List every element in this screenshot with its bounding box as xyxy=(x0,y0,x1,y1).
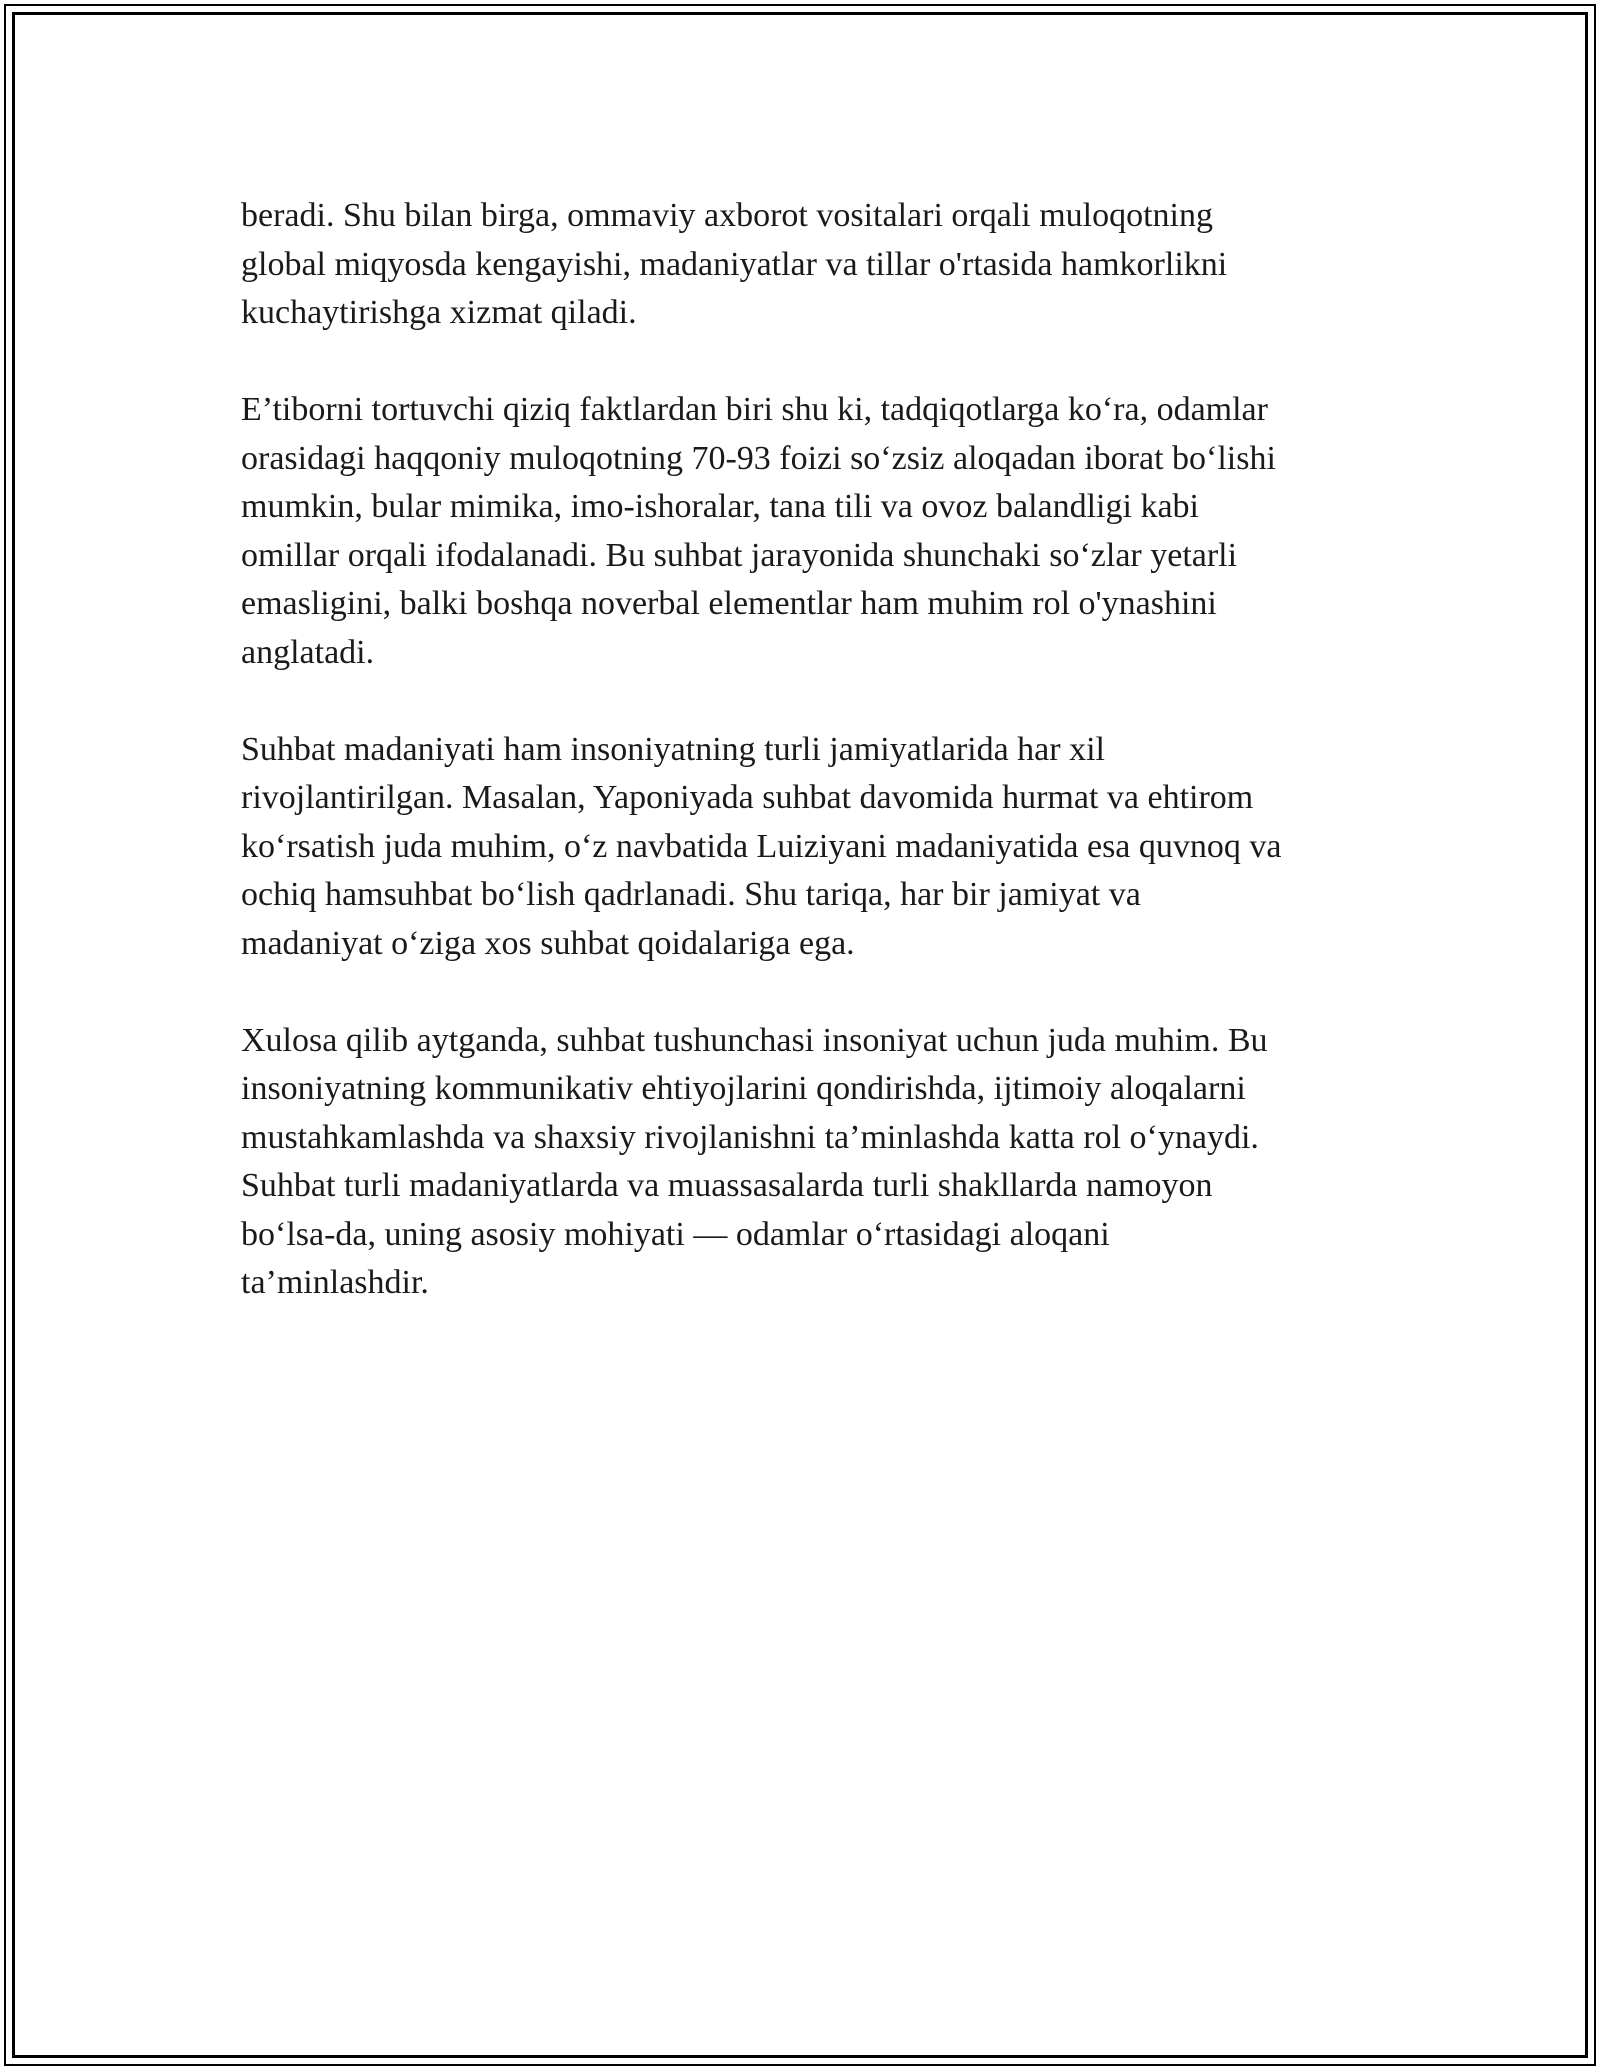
paragraph-line: emasligini, balki boshqa noverbal elementlar ham muhim rol o'ynashini xyxy=(241,585,1217,622)
paragraph-line: ochiq hamsuhbat boʻlish qadrlanadi. Shu tariqa, har bir jamiyat va xyxy=(241,876,1141,913)
paragraph-line: ta’minlashdir. xyxy=(241,1264,429,1301)
paragraph-line: insoniyatning kommunikativ ehtiyojlarini qondirishda, ijtimoiy aloqalarni xyxy=(241,1070,1246,1107)
paragraph-line: rivojlantirilgan. Masalan, Yaponiyada suhbat davomida hurmat va ehtirom xyxy=(241,779,1254,816)
paragraph-2 xyxy=(241,386,1381,677)
paragraph-line: boʻlsa-da, uning asosiy mohiyati — odamlar oʻrtasidagi aloqani xyxy=(241,1215,1110,1253)
paragraph-line: Suhbat turli madaniyatlarda va muassasalarda turli shakllarda namoyon xyxy=(241,1167,1213,1204)
paragraph-3 xyxy=(241,726,1381,969)
paragraph-1 xyxy=(241,192,1381,338)
page-frame xyxy=(4,4,1596,2066)
document-body xyxy=(241,192,1381,1356)
paragraph-line: koʻrsatish juda muhim, oʻz navbatida Luiziyani madaniyatida esa quvnoq va xyxy=(241,827,1282,865)
paragraph-line: orasidagi haqqoniy muloqotning 70-93 foizi soʻzsiz aloqadan iborat boʻlishi xyxy=(241,439,1276,477)
paragraph-line: madaniyat oʻziga xos suhbat qoidalariga ega. xyxy=(241,924,855,962)
paragraph-line: kuchaytirishga xizmat qiladi. xyxy=(241,294,637,331)
paragraph-line: Xulosa qilib aytganda, suhbat tushunchasi insoniyat uchun juda muhim. Bu xyxy=(241,1021,1268,1059)
paragraph-line: Suhbat madaniyati ham insoniyatning turli jamiyatlarida har xil xyxy=(241,730,1105,768)
paragraph-line: beradi. Shu bilan birga, ommaviy axborot vositalari orqali muloqotning xyxy=(241,197,1213,234)
paragraph-4 xyxy=(241,1017,1381,1308)
paragraph-line: omillar orqali ifodalanadi. Bu suhbat jarayonida shunchaki soʻzlar yetarli xyxy=(241,536,1238,574)
paragraph-line: mumkin, bular mimika, imo-ishoralar, tana tili va ovoz balandligi kabi xyxy=(241,488,1199,525)
paragraph-line: global miqyosda kengayishi, madaniyatlar va tillar o'rtasida hamkorlikni xyxy=(241,245,1228,283)
paragraph-line: anglatadi. xyxy=(241,633,375,671)
paragraph-line: mustahkamlashda va shaxsiy rivojlanishni ta’minlashda katta rol oʻynaydi. xyxy=(241,1118,1259,1156)
paragraph-line: E’tiborni tortuvchi qiziq faktlardan biri shu ki, tadqiqotlarga koʻra, odamlar xyxy=(241,391,1268,428)
